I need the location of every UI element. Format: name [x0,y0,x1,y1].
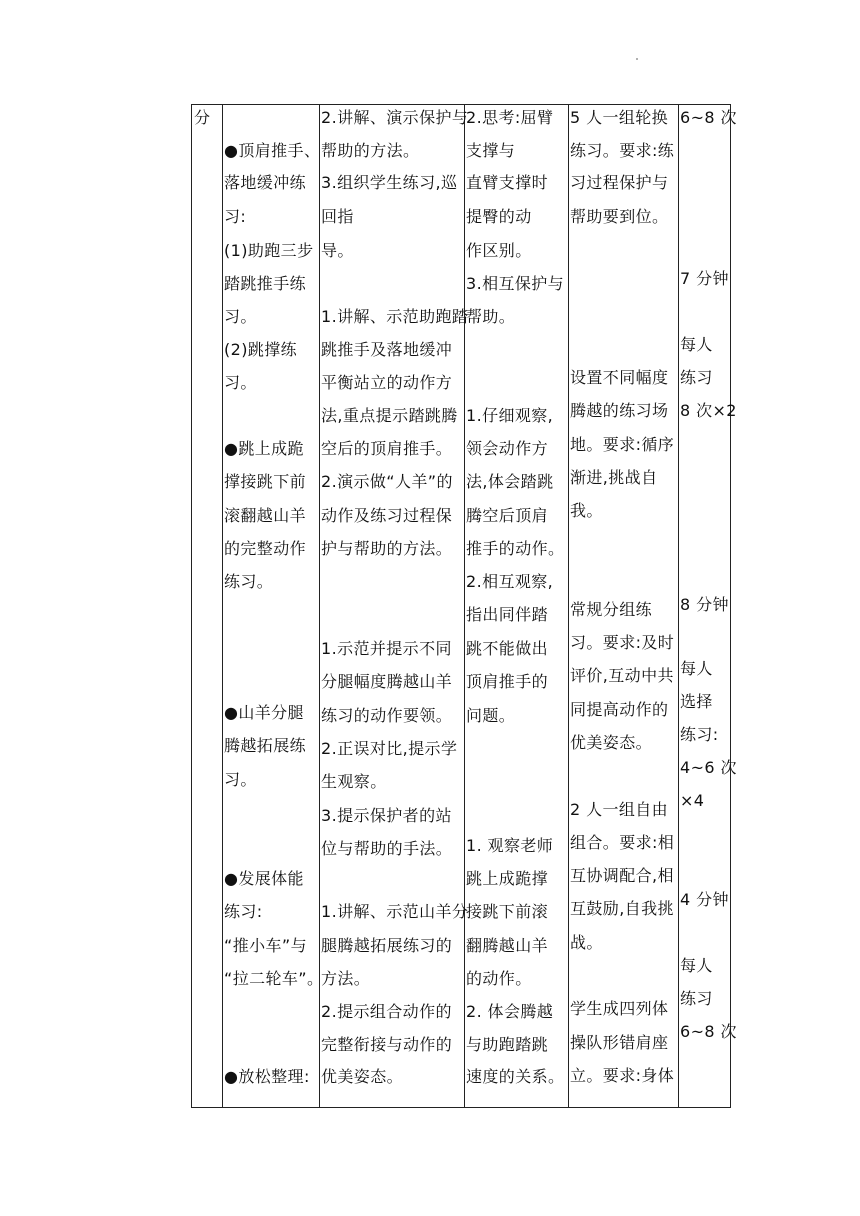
cell-text-line: 帮助。 [466,307,516,326]
cell-text-line: 撑接跳下前 [224,472,307,491]
cell-text-line: 练习的动作要领。 [321,706,453,725]
column-divider [678,105,679,1107]
cell-text-line: 提臀的动 [466,207,532,226]
cell-text-line: 8 次×2 [680,401,737,420]
cell-text-line: ●顶肩推手、 [224,141,321,160]
cell-text-line: 练习 [680,368,713,387]
cell-text-line: 腾越拓展练 [224,736,307,755]
cell-text-line: (1)助跑三步 [224,241,314,260]
cell-text-line: 2.正误对比,提示学 [321,739,458,758]
cell-text-line: 与助跑踏跳 [466,1035,549,1054]
cell-text-line: 优美姿态。 [321,1067,404,1086]
cell-text-line: 跳不能做出 [466,639,549,658]
cell-text-line: 分腿幅度腾越山羊 [321,672,453,691]
cell-text-line: 习过程保护与 [570,173,669,192]
cell-text-line: 习。要求:及时 [570,633,675,652]
cell-text-line: 方法。 [321,969,371,988]
cell-text-line: 作区别。 [466,241,532,260]
column-divider [464,105,465,1107]
cell-text-line: 优美姿态。 [570,733,653,752]
cell-text-line: 同提高动作的 [570,700,669,719]
teacher-activity-column [321,105,469,1107]
cell-text-line: 习: [224,207,247,226]
cell-text-line: ×4 [680,791,705,810]
cell-text-line: 练习: [224,902,263,921]
cell-text-line: 空后的顶肩推手。 [321,439,453,458]
cell-text-line: 4~6 次 [680,758,737,777]
page-marker [636,58,638,60]
cell-text-line: “推小车”与 [224,936,307,955]
cell-text-line: 帮助要到位。 [570,207,669,226]
cell-text-line: 1.讲解、示范助跑踏 [321,307,469,326]
column-divider [319,105,320,1107]
cell-text-line: 1. 观察老师 [466,836,554,855]
cell-text-line: 2.思考:屈臂 [466,108,554,127]
cell-text-line: 每人 [680,956,713,975]
cell-text-line: 立。要求:身体 [570,1066,675,1085]
cell-text-line: 3.提示保护者的站 [321,806,452,825]
cell-text-line: ●山羊分腿 [224,703,304,722]
cell-text-line: 腿腾越拓展练习的 [321,936,453,955]
cell-text-line: 评价,互动中共 [570,666,674,685]
cell-text-line: 导。 [321,241,354,260]
cell-text-line: 跳上成跪撑 [466,869,549,888]
cell-text-line: 6~8 次 [680,1022,737,1041]
cell-text-line: ●放松整理: [224,1067,310,1086]
cell-text-line: 支撑与 [466,141,516,160]
cell-text-line: 顶肩推手的 [466,672,549,691]
content-column [224,105,324,1107]
cell-text-line: 3.组织学生练习,巡 [321,173,458,192]
cell-text-line: 滚翻越山羊 [224,506,307,525]
cell-text-line: 常规分组练 [570,600,653,619]
cell-text-line: 速度的关系。 [466,1067,565,1086]
cell-text-line: 1.示范并提示不同 [321,639,452,658]
cell-text-line: 7 分钟 [680,269,729,288]
cell-text-line: 法,体会踏跳 [466,472,554,491]
cell-text-line: 帮助的方法。 [321,141,420,160]
cell-text-line: 练习。要求:练 [570,141,675,160]
cell-text-line: 2.讲解、演示保护与 [321,108,469,127]
cell-text-line: 组合。要求:相 [570,833,675,852]
cell-text-line: 护与帮助的方法。 [321,539,453,558]
cell-text-line: 地。要求:循序 [570,435,675,454]
organization-column [570,105,677,1107]
cell-text-line: 练习。 [224,572,274,591]
cell-text-line: 习。 [224,770,257,789]
cell-text-line: 的完整动作 [224,539,307,558]
cell-text-line: 的动作。 [466,969,532,988]
cell-text-line: 选择 [680,692,713,711]
cell-text-line: 2.演示做“人羊”的 [321,472,453,491]
cell-text-line: 8 分钟 [680,595,729,614]
cell-text-line: 指出同伴踏 [466,605,549,624]
cell-text-line: 每人 [680,659,713,678]
cell-text-line: 完整衔接与动作的 [321,1035,453,1054]
cell-text-line: 2. 体会腾越 [466,1002,554,1021]
cell-text-line: 互协调配合,相 [570,866,674,885]
cell-text-line: 踏跳推手练 [224,274,307,293]
column-divider [222,105,223,1107]
student-activity-column [466,105,567,1107]
cell-text-line: 每人 [680,335,713,354]
cell-text-line: 位与帮助的手法。 [321,839,453,858]
cell-text-line: 3.相互保护与 [466,274,565,293]
cell-text-line: 2 人一组自由 [570,800,669,819]
cell-text-line: 分 [194,108,211,127]
cell-text-line: 问题。 [466,706,516,725]
cell-text-line: 2.提示组合动作的 [321,1002,452,1021]
cell-text-line: 设置不同幅度 [570,368,669,387]
cell-text-line: 推手的动作。 [466,539,565,558]
cell-text-line: 回指 [321,207,354,226]
cell-text-line: (2)跳撑练 [224,340,298,359]
cell-text-line: ●跳上成跪 [224,439,304,458]
cell-text-line: 5 人一组轮换 [570,108,669,127]
cell-text-line: 接跳下前滚 [466,902,549,921]
cell-text-line: 生观察。 [321,772,387,791]
cell-text-line: 落地缓冲练 [224,173,307,192]
section-label-cell [194,105,221,1107]
cell-text-line: 6~8 次 [680,108,737,127]
cell-text-line: 法,重点提示踏跳腾 [321,406,458,425]
cell-text-line: ●发展体能 [224,869,304,888]
cell-text-line: 练习 [680,989,713,1008]
cell-text-line: 领会动作方 [466,439,549,458]
cell-text-line: 我。 [570,501,603,520]
cell-text-line: 1.仔细观察, [466,406,554,425]
cell-text-line: 练习: [680,725,719,744]
cell-text-line: 渐进,挑战自 [570,468,658,487]
cell-text-line: 4 分钟 [680,890,729,909]
cell-text-line: 跳推手及落地缓冲 [321,340,453,359]
cell-text-line: 直臂支撑时 [466,173,549,192]
column-divider [568,105,569,1107]
cell-text-line: 1.讲解、示范山羊分 [321,902,469,921]
cell-text-line: 翻腾越山羊 [466,936,549,955]
cell-text-line: 习。 [224,373,257,392]
cell-text-line: 学生成四列体 [570,999,669,1018]
cell-text-line: 战。 [570,933,603,952]
cell-text-line: “拉二轮车”。 [224,969,324,988]
cell-text-line: 操队形错肩座 [570,1033,669,1052]
lesson-plan-table [191,104,737,1108]
cell-text-line: 动作及练习过程保 [321,506,453,525]
cell-text-line: 腾越的练习场 [570,401,669,420]
cell-text-line: 互鼓励,自我挑 [570,899,674,918]
time-load-column [680,105,737,1107]
cell-text-line: 腾空后顶肩 [466,506,549,525]
cell-text-line: 2.相互观察, [466,572,554,591]
cell-text-line: 平衡站立的动作方 [321,373,453,392]
cell-text-line: 习。 [224,307,257,326]
